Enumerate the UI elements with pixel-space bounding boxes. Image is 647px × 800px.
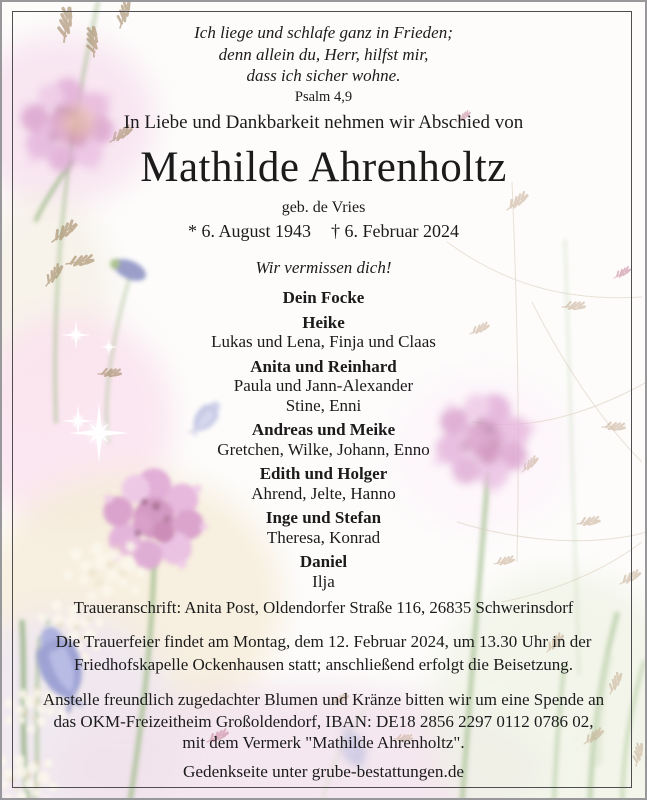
mourner-group (2, 552, 645, 591)
mourner-group (2, 288, 645, 308)
intro-line: In Liebe und Dankbarkeit nehmen wir Abschied von (123, 112, 524, 133)
psalm-line: Ich liege und schlafe ganz in Frieden; (194, 23, 453, 42)
mourner-members: Ilja (312, 571, 335, 591)
condolence-address: Traueranschrift: Anita Post, Oldendorfer Straße 116, 26835 Schwerinsdorf (73, 598, 574, 617)
mourner-members: Ahrend, Jelte, Hanno (251, 483, 396, 503)
memorial-site-line: Gedenkseite unter grube-bestattungen.de (182, 762, 465, 781)
mourner-members: Stine, Enni (285, 395, 362, 415)
mourner-group (2, 420, 645, 459)
service-line: Friedhofskapelle Ockenhausen statt; anschließend erfolgt die Beisetzung. (74, 654, 573, 674)
life-dates (2, 221, 645, 242)
mourner-group (2, 357, 645, 416)
donation-info (2, 689, 645, 754)
mourner-members: Lukas und Lena, Finja und Claas (211, 332, 436, 351)
mourner-group (2, 508, 645, 547)
death-date: † 6. Februar 2024 (331, 221, 459, 241)
deceased-name: Mathilde Ahrenholtz (140, 144, 507, 191)
service-line: Die Trauerfeier findet am Montag, dem 12. Februar 2024, um 13.30 Uhr in der (55, 632, 592, 651)
mourner-group (2, 464, 645, 503)
funeral-service-info (2, 631, 645, 676)
psalm-source: Psalm 4,9 (294, 89, 353, 105)
farewell-line: Wir vermissen dich! (255, 258, 392, 277)
mourner-lead: Andreas und Meike (251, 420, 396, 439)
mourner-members: Gretchen, Wilke, Johann, Enno (217, 439, 430, 459)
donation-line: das OKM-Freizeitheim Großoldendorf, IBAN: DE18 2856 2297 0112 0786 02, (53, 711, 594, 731)
mourner-members: Theresa, Konrad (266, 527, 381, 547)
mourner-lead: Inge und Stefan (265, 508, 382, 527)
psalm-line: dass ich sicher wohne. (246, 66, 401, 85)
psalm-line: denn allein du, Herr, hilfst mir, (218, 44, 429, 64)
mourner-lead: Anita und Reinhard (250, 356, 397, 376)
mourner-lead: Heike (302, 312, 345, 332)
maiden-name: geb. de Vries (281, 199, 366, 216)
donation-line: mit dem Vermerk "Mathilde Ahrenholtz". (182, 733, 465, 752)
mourner-lead: Edith und Holger (259, 464, 388, 483)
donation-line: Anstelle freundlich zugedachter Blumen und Kränze bitten wir um eine Spende an (42, 690, 605, 709)
mourners-list (2, 288, 645, 596)
mourner-group (2, 313, 645, 352)
psalm-verse (2, 22, 645, 87)
mourner-lead: Daniel (299, 552, 348, 571)
mourner-lead: Dein Focke (282, 288, 365, 307)
birth-date: * 6. August 1943 (188, 221, 312, 241)
mourner-members: Paula und Jann-Alexander (233, 376, 414, 395)
